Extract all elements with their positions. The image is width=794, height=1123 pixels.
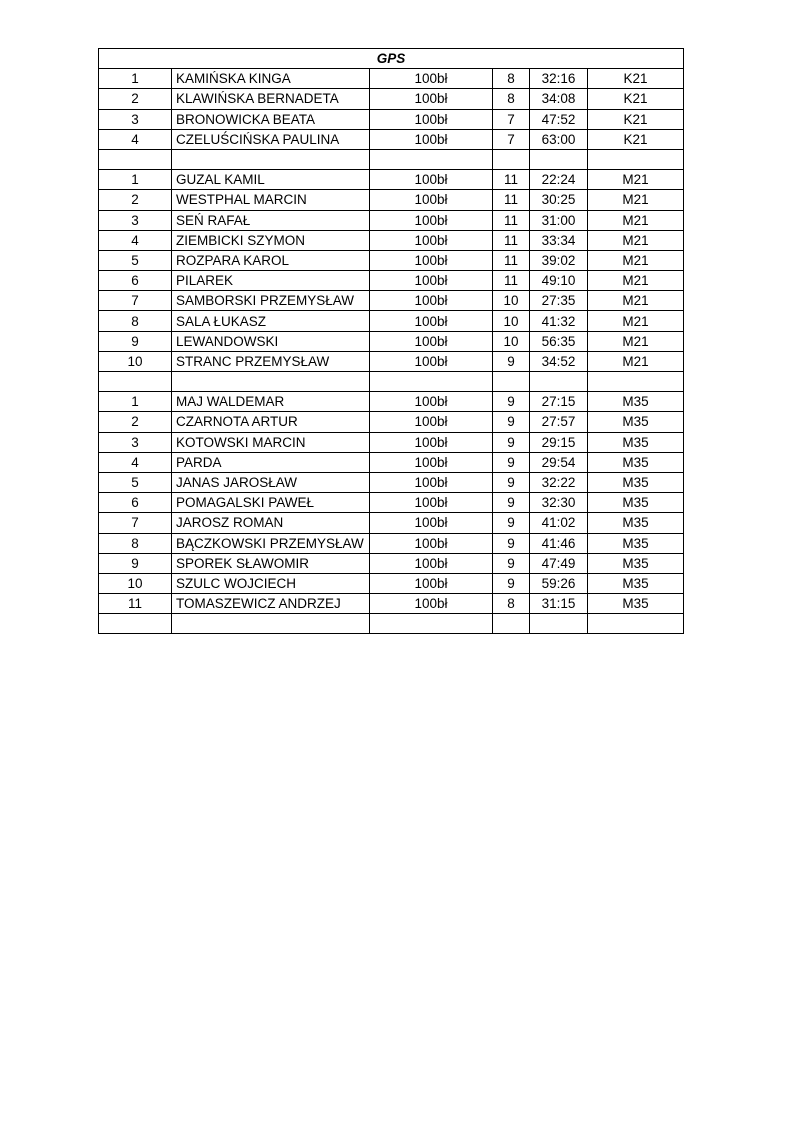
empty-row bbox=[99, 149, 684, 169]
points-cell: 100bł bbox=[370, 472, 493, 492]
category-cell: K21 bbox=[588, 69, 684, 89]
table-row bbox=[99, 594, 684, 614]
count-cell: 11 bbox=[493, 170, 530, 190]
results-table-body bbox=[99, 49, 684, 634]
points-cell: 100bł bbox=[370, 594, 493, 614]
table-row bbox=[99, 412, 684, 432]
count-cell: 7 bbox=[493, 129, 530, 149]
table-row bbox=[99, 109, 684, 129]
position-cell: 4 bbox=[99, 230, 172, 250]
table-row bbox=[99, 271, 684, 291]
points-cell: 100bł bbox=[370, 452, 493, 472]
count-cell: 9 bbox=[493, 553, 530, 573]
name-cell: KOTOWSKI MARCIN bbox=[172, 432, 370, 452]
category-cell: K21 bbox=[588, 129, 684, 149]
time-cell: 49:10 bbox=[530, 271, 588, 291]
category-cell: M35 bbox=[588, 412, 684, 432]
position-cell: 2 bbox=[99, 190, 172, 210]
category-cell: M21 bbox=[588, 271, 684, 291]
name-cell: SZULC WOJCIECH bbox=[172, 573, 370, 593]
position-cell: 8 bbox=[99, 533, 172, 553]
category-cell: M35 bbox=[588, 472, 684, 492]
count-cell: 9 bbox=[493, 432, 530, 452]
category-cell: M21 bbox=[588, 311, 684, 331]
name-cell: SAMBORSKI PRZEMYSŁAW bbox=[172, 291, 370, 311]
category-cell: M35 bbox=[588, 493, 684, 513]
category-cell: M21 bbox=[588, 351, 684, 371]
table-row bbox=[99, 291, 684, 311]
points-cell: 100bł bbox=[370, 109, 493, 129]
name-cell: STRANC PRZEMYSŁAW bbox=[172, 351, 370, 371]
time-cell: 34:52 bbox=[530, 351, 588, 371]
table-row bbox=[99, 190, 684, 210]
name-cell: GUZAL KAMIL bbox=[172, 170, 370, 190]
points-cell: 100bł bbox=[370, 271, 493, 291]
category-cell: M21 bbox=[588, 291, 684, 311]
time-cell: 27:15 bbox=[530, 392, 588, 412]
time-cell: 63:00 bbox=[530, 129, 588, 149]
count-cell: 11 bbox=[493, 230, 530, 250]
table-row bbox=[99, 210, 684, 230]
category-cell: M21 bbox=[588, 331, 684, 351]
position-cell: 6 bbox=[99, 493, 172, 513]
empty-cell bbox=[370, 614, 493, 634]
category-cell: M35 bbox=[588, 553, 684, 573]
points-cell: 100bł bbox=[370, 291, 493, 311]
name-cell: WESTPHAL MARCIN bbox=[172, 190, 370, 210]
points-cell: 100bł bbox=[370, 311, 493, 331]
empty-cell bbox=[172, 614, 370, 634]
time-cell: 41:46 bbox=[530, 533, 588, 553]
name-cell: CZARNOTA ARTUR bbox=[172, 412, 370, 432]
empty-cell bbox=[588, 614, 684, 634]
table-row bbox=[99, 250, 684, 270]
time-cell: 22:24 bbox=[530, 170, 588, 190]
category-cell: M21 bbox=[588, 230, 684, 250]
time-cell: 56:35 bbox=[530, 331, 588, 351]
points-cell: 100bł bbox=[370, 432, 493, 452]
empty-cell bbox=[588, 372, 684, 392]
name-cell: PARDA bbox=[172, 452, 370, 472]
position-cell: 1 bbox=[99, 170, 172, 190]
table-row bbox=[99, 472, 684, 492]
empty-cell bbox=[588, 149, 684, 169]
empty-cell bbox=[530, 149, 588, 169]
category-cell: M35 bbox=[588, 452, 684, 472]
table-row bbox=[99, 392, 684, 412]
count-cell: 8 bbox=[493, 89, 530, 109]
position-cell: 4 bbox=[99, 129, 172, 149]
name-cell: JANAS JAROSŁAW bbox=[172, 472, 370, 492]
table-row bbox=[99, 493, 684, 513]
count-cell: 9 bbox=[493, 392, 530, 412]
empty-cell bbox=[172, 372, 370, 392]
count-cell: 9 bbox=[493, 493, 530, 513]
count-cell: 11 bbox=[493, 250, 530, 270]
empty-cell bbox=[370, 149, 493, 169]
points-cell: 100bł bbox=[370, 230, 493, 250]
count-cell: 10 bbox=[493, 311, 530, 331]
count-cell: 8 bbox=[493, 69, 530, 89]
category-cell: M35 bbox=[588, 392, 684, 412]
table-row bbox=[99, 432, 684, 452]
count-cell: 11 bbox=[493, 271, 530, 291]
points-cell: 100bł bbox=[370, 190, 493, 210]
empty-cell bbox=[493, 614, 530, 634]
category-cell: M21 bbox=[588, 190, 684, 210]
category-cell: M35 bbox=[588, 573, 684, 593]
count-cell: 8 bbox=[493, 594, 530, 614]
points-cell: 100bł bbox=[370, 513, 493, 533]
table-row bbox=[99, 311, 684, 331]
category-cell: M35 bbox=[588, 513, 684, 533]
category-cell: K21 bbox=[588, 89, 684, 109]
position-cell: 5 bbox=[99, 250, 172, 270]
position-cell: 8 bbox=[99, 311, 172, 331]
name-cell: PILAREK bbox=[172, 271, 370, 291]
time-cell: 41:02 bbox=[530, 513, 588, 533]
table-title: GPS bbox=[99, 49, 684, 69]
position-cell: 4 bbox=[99, 452, 172, 472]
empty-cell bbox=[530, 372, 588, 392]
count-cell: 11 bbox=[493, 190, 530, 210]
time-cell: 27:57 bbox=[530, 412, 588, 432]
table-row bbox=[99, 573, 684, 593]
position-cell: 10 bbox=[99, 351, 172, 371]
points-cell: 100bł bbox=[370, 89, 493, 109]
points-cell: 100bł bbox=[370, 412, 493, 432]
time-cell: 34:08 bbox=[530, 89, 588, 109]
points-cell: 100bł bbox=[370, 553, 493, 573]
table-row bbox=[99, 129, 684, 149]
position-cell: 1 bbox=[99, 392, 172, 412]
position-cell: 1 bbox=[99, 69, 172, 89]
empty-row bbox=[99, 614, 684, 634]
points-cell: 100bł bbox=[370, 129, 493, 149]
position-cell: 7 bbox=[99, 291, 172, 311]
time-cell: 32:22 bbox=[530, 472, 588, 492]
table-row bbox=[99, 69, 684, 89]
time-cell: 59:26 bbox=[530, 573, 588, 593]
empty-cell bbox=[493, 149, 530, 169]
name-cell: CZELUŚCIŃSKA PAULINA bbox=[172, 129, 370, 149]
table-row bbox=[99, 553, 684, 573]
points-cell: 100bł bbox=[370, 493, 493, 513]
count-cell: 9 bbox=[493, 412, 530, 432]
results-page bbox=[98, 48, 683, 634]
count-cell: 9 bbox=[493, 513, 530, 533]
name-cell: SALA ŁUKASZ bbox=[172, 311, 370, 331]
name-cell: JAROSZ ROMAN bbox=[172, 513, 370, 533]
time-cell: 29:15 bbox=[530, 432, 588, 452]
category-cell: K21 bbox=[588, 109, 684, 129]
name-cell: MAJ WALDEMAR bbox=[172, 392, 370, 412]
count-cell: 9 bbox=[493, 533, 530, 553]
count-cell: 9 bbox=[493, 351, 530, 371]
count-cell: 7 bbox=[493, 109, 530, 129]
table-row bbox=[99, 533, 684, 553]
category-cell: M35 bbox=[588, 594, 684, 614]
category-cell: M35 bbox=[588, 432, 684, 452]
position-cell: 2 bbox=[99, 412, 172, 432]
name-cell: BĄCZKOWSKI PRZEMYSŁAW bbox=[172, 533, 370, 553]
table-row bbox=[99, 351, 684, 371]
name-cell: SEŃ RAFAŁ bbox=[172, 210, 370, 230]
time-cell: 47:52 bbox=[530, 109, 588, 129]
points-cell: 100bł bbox=[370, 69, 493, 89]
count-cell: 10 bbox=[493, 291, 530, 311]
name-cell: ROZPARA KAROL bbox=[172, 250, 370, 270]
time-cell: 31:00 bbox=[530, 210, 588, 230]
position-cell: 7 bbox=[99, 513, 172, 533]
position-cell: 6 bbox=[99, 271, 172, 291]
position-cell: 5 bbox=[99, 472, 172, 492]
points-cell: 100bł bbox=[370, 210, 493, 230]
empty-cell bbox=[99, 614, 172, 634]
empty-cell bbox=[172, 149, 370, 169]
count-cell: 9 bbox=[493, 472, 530, 492]
name-cell: BRONOWICKA BEATA bbox=[172, 109, 370, 129]
count-cell: 10 bbox=[493, 331, 530, 351]
category-cell: M21 bbox=[588, 210, 684, 230]
empty-cell bbox=[530, 614, 588, 634]
time-cell: 32:30 bbox=[530, 493, 588, 513]
empty-row bbox=[99, 372, 684, 392]
table-row bbox=[99, 89, 684, 109]
name-cell: POMAGALSKI PAWEŁ bbox=[172, 493, 370, 513]
count-cell: 11 bbox=[493, 210, 530, 230]
table-row bbox=[99, 452, 684, 472]
points-cell: 100bł bbox=[370, 170, 493, 190]
time-cell: 31:15 bbox=[530, 594, 588, 614]
position-cell: 2 bbox=[99, 89, 172, 109]
table-row bbox=[99, 331, 684, 351]
points-cell: 100bł bbox=[370, 250, 493, 270]
name-cell: SPOREK SŁAWOMIR bbox=[172, 553, 370, 573]
time-cell: 29:54 bbox=[530, 452, 588, 472]
category-cell: M35 bbox=[588, 533, 684, 553]
count-cell: 9 bbox=[493, 452, 530, 472]
results-table bbox=[98, 48, 684, 634]
name-cell: KAMIŃSKA KINGA bbox=[172, 69, 370, 89]
position-cell: 9 bbox=[99, 331, 172, 351]
points-cell: 100bł bbox=[370, 392, 493, 412]
time-cell: 27:35 bbox=[530, 291, 588, 311]
empty-cell bbox=[370, 372, 493, 392]
empty-cell bbox=[493, 372, 530, 392]
table-row bbox=[99, 230, 684, 250]
points-cell: 100bł bbox=[370, 533, 493, 553]
position-cell: 9 bbox=[99, 553, 172, 573]
points-cell: 100bł bbox=[370, 331, 493, 351]
name-cell: ZIEMBICKI SZYMON bbox=[172, 230, 370, 250]
time-cell: 32:16 bbox=[530, 69, 588, 89]
empty-cell bbox=[99, 372, 172, 392]
position-cell: 3 bbox=[99, 432, 172, 452]
table-row bbox=[99, 170, 684, 190]
empty-cell bbox=[99, 149, 172, 169]
time-cell: 47:49 bbox=[530, 553, 588, 573]
name-cell: KLAWIŃSKA BERNADETA bbox=[172, 89, 370, 109]
points-cell: 100bł bbox=[370, 351, 493, 371]
time-cell: 33:34 bbox=[530, 230, 588, 250]
count-cell: 9 bbox=[493, 573, 530, 593]
table-row bbox=[99, 513, 684, 533]
title-row bbox=[99, 49, 684, 69]
category-cell: M21 bbox=[588, 250, 684, 270]
time-cell: 39:02 bbox=[530, 250, 588, 270]
position-cell: 11 bbox=[99, 594, 172, 614]
position-cell: 3 bbox=[99, 210, 172, 230]
position-cell: 10 bbox=[99, 573, 172, 593]
time-cell: 41:32 bbox=[530, 311, 588, 331]
time-cell: 30:25 bbox=[530, 190, 588, 210]
name-cell: LEWANDOWSKI bbox=[172, 331, 370, 351]
points-cell: 100bł bbox=[370, 573, 493, 593]
category-cell: M21 bbox=[588, 170, 684, 190]
position-cell: 3 bbox=[99, 109, 172, 129]
name-cell: TOMASZEWICZ ANDRZEJ bbox=[172, 594, 370, 614]
